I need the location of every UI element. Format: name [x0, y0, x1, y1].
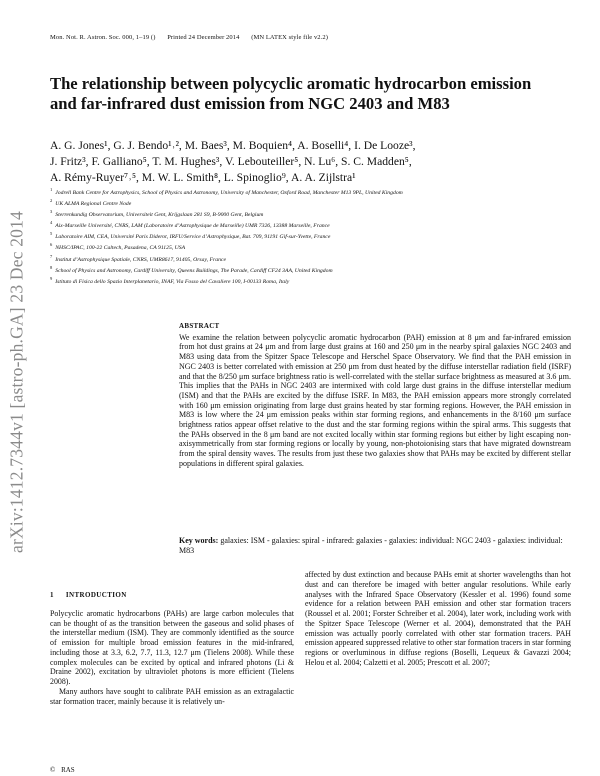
arxiv-stamp[interactable] [4, 172, 30, 592]
abstract-heading: ABSTRACT [179, 322, 220, 330]
style-file: (MN LATEX style file v2.2) [251, 34, 328, 41]
abstract [179, 322, 571, 469]
affiliation: $^8$School of Physics and Astronomy, Cardiff University, Queens Buildings, The Parade, Cardiff CF24 3AA, United Kingdom [50, 264, 333, 274]
keywords-text: galaxies: ISM - galaxies: spiral - infrared: galaxies - galaxies: individual: NGC 2403 - galaxies: individual: M83 [179, 536, 563, 555]
abstract-text: We examine the relation between polycyclic aromatic hydrocarbon (PAH) emission at 8 μm and far-infrared emission from hot dust grains at 24 μm and from large dust grains at 160 and 250 μm in the nearby spiral galaxies NGC 2403 and M83 using data from the Spitzer Space Telescope and Herschel Space Observatory. We find that the PAH emission in NGC 2403 is better correlated with emission at 250 μm from dust heated by the diffuse interstellar radiation field (ISRF) and that the 8/250 μm surface brightness ratio is well-correlated with the stellar surface brightness as measured at 3.6 μm. This implies that the PAHs in NGC 2403 are intermixed with cold large dust grains in the diffuse interstellar medium (ISM) and that the PAHs are excited by the diffuse ISRF. In M83, the PAH emission appears more strongly correlated with 160 μm emission originating from large dust grains heated by star forming regions. However, the PAH emission in M83 is low where the 24 μm emission peaks within star forming regions, and enhancements in the 8/160 μm surface brightness ratios appear offset relative to the dust and the star forming regions within the spiral arms. This suggests that the PAHs observed in the 8 μm band are not excited locally within star forming regions but either by light escaping non-axisymmetrically from star forming regions or locally by young, non-photoionising stars that have migrated downstream from the spiral density waves. The results from just these two galaxies show that PAHs may be excited by different stellar populations in different spiral galaxies. [179, 332, 571, 468]
copyright-icon: © [50, 766, 56, 774]
section-heading [50, 591, 294, 601]
intro-paragraph-2-cont: affected by dust extinction and because PAHs emit at shorter wavelengths than hot dust and can therefore be imaged with better angular resolutions. While early analyses with the Infrared Space Observatory (Kessler et al. 1996) found some evidence for a relation between PAH emission and other star formation tracers (Roussel et al. 2001; Forster Schreiber et al. 2004), later work, including work with the Spitzer Space Telescope (Werner et al. 2004), demonstrated that the PAH emission was actually poorly correlated with other star formation tracers. PAH emission appeared suppressed relative to other star formation tracers in star forming regions or overluminous in diffuse regions (Boselli, Lequeux & Gavazzi 2004; Helou et al. 2004; Calzetti et al. 2005; Prescott et al. 2007; [305, 570, 571, 667]
affiliation: $^9$Istituto di Fisica dello Spazio Interplanetario, INAF, Via Fosso del Cavaliere 100, I-00133 Roma, Italy [50, 275, 290, 285]
intro-paragraph-2: Many authors have sought to calibrate PAH emission as an extragalactic star formation tracer, mainly because it is relatively un- [50, 686, 294, 706]
journal-ref: Mon. Not. R. Astron. Soc. 000, 1–19 () [50, 34, 156, 41]
keywords-label: Key words: [179, 536, 219, 545]
footer [50, 766, 79, 774]
affiliation: $^1$Jodrell Bank Centre for Astrophysics, School of Physics and Astronomy, University of Manchester, Oxford Road, Manchester M13 9PL, United Kingdom [50, 187, 403, 196]
printed-date: Printed 24 December 2014 [167, 34, 240, 41]
section-title: INTRODUCTION [65, 591, 127, 599]
arxiv-id[interactable]: arXiv:1412.7344v1 [astro-ph.GA] 23 Dec 2014 [6, 210, 27, 554]
body-column-left [50, 591, 294, 706]
intro-paragraph-1: Polycyclic aromatic hydrocarbons (PAHs) are large carbon molecules that can be thought of as the transition between the gaseous and solid phases of the interstellar medium (ISM). They are commonly identified as the source of emission for multiple broad emission features in the mid-infrared, including those at 3.3, 6.2, 7.7, 11.3, 12.7 μm (Tielens 2008). While these complex molecules can be excited by optical and infrared photons (Li & Draine 2002), excitation by ultraviolet photons is more efficient (Tielens 2008). [50, 608, 294, 686]
affiliation: $^4$Aix-Marseille Université, CNRS, LAM (Laboratoire d’Astrophysique de Marseille) UMR 7326, 13388 Marseille, France [50, 220, 330, 230]
affiliation: $^6$NHSC/IPAC, 100-22 Caltech, Pasadena, CA 91125, USA [50, 242, 186, 252]
paper-title [50, 74, 570, 114]
title-line-1: The relationship between polycyclic aromatic hydrocarbon emission [50, 74, 532, 93]
authors-line-3: A. Rémy-Ruyer⁷˒⁵, M. W. L. Smith⁸, L. Spinoglio⁹, A. A. Zijlstra¹ [50, 171, 356, 184]
section-number: 1 [50, 591, 54, 599]
keywords [179, 536, 571, 555]
authors-line-2: J. Fritz³, F. Galliano⁵, T. M. Hughes³, V. Lebouteiller⁵, N. Lu⁶, S. C. Madden⁵, [50, 155, 412, 168]
author-list [50, 138, 550, 186]
body-column-right [305, 570, 571, 668]
running-header [50, 34, 338, 41]
affiliation: $^5$Laboratoire AIM, CEA, Université Paris Diderot, IRFU/Service d’Astrophysique, Bat. 709, 91191 Gif-sur-Yvette, France [50, 231, 331, 241]
footer-org: RAS [61, 766, 75, 774]
authors-line-1: A. G. Jones¹, G. J. Bendo¹˒², M. Baes³, M. Boquien⁴, A. Boselli⁴, I. De Looze³, [50, 139, 416, 152]
affiliations [50, 186, 570, 286]
title-line-2: and far-infrared dust emission from NGC 2403 and M83 [50, 94, 450, 113]
affiliation: $^3$Sterrenkundig Observatorium, Universiteit Gent, Krijgslaan 281 S9, B-9000 Gent, Belgium [50, 209, 264, 219]
affiliation: $^2$UK ALMA Regional Centre Node [50, 198, 132, 207]
affiliation: $^7$Institut d’Astrophysique Spatiale, CNRS, UMR8617, 91405, Orsay, France [50, 253, 226, 263]
